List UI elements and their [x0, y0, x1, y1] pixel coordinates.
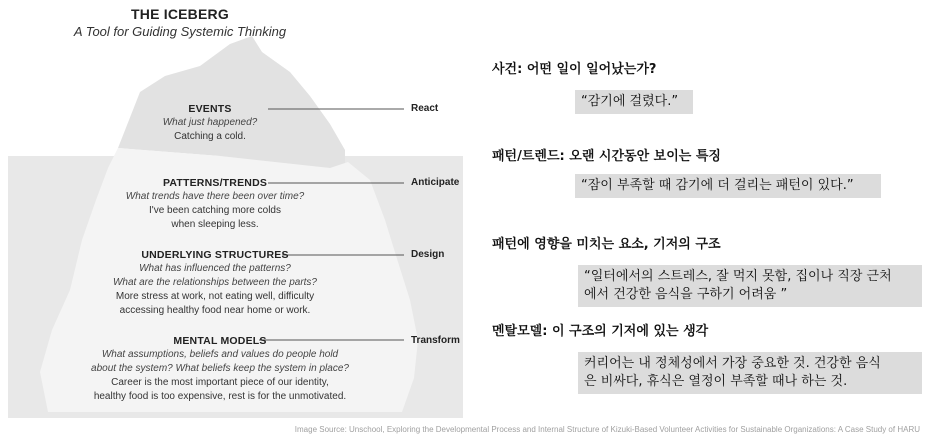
korean-example-structures-2: 에서 건강한 음식을 구하기 어려움 ”	[584, 287, 788, 302]
events-example: Catching a cold.	[174, 131, 246, 142]
verb-react: React	[411, 103, 439, 114]
level-patterns	[100, 176, 330, 232]
korean-heading-events: 사건: 어떤 일이 일어났는가?	[492, 62, 657, 77]
korean-example-patterns: “잠이 부족할 때 감기에 더 걸리는 패턴이 있다.”	[575, 174, 881, 198]
level-structures	[90, 248, 340, 318]
patterns-example-1: I've been catching more colds	[149, 205, 281, 216]
structures-question-2: What are the relationships between the parts?	[112, 277, 317, 288]
image-source-caption: Image Source: Unschool, Exploring the Developmental Process and Internal Structure of Kizuki-Based Volunteer Activities for Sustainable Organizations: A Case Study of HARU	[294, 425, 920, 434]
iceberg-subtitle: A Tool for Guiding Systemic Thinking	[73, 24, 287, 39]
verb-anticipate: Anticipate	[411, 177, 460, 188]
mental-models-heading: MENTAL MODELS	[173, 335, 267, 347]
korean-example-structures	[578, 265, 922, 307]
mental-models-example-1: Career is the most important piece of our identity,	[111, 377, 329, 388]
structures-question-1: What has influenced the patterns?	[139, 263, 291, 274]
mental-models-question-2: about the system? What beliefs keep the system in place?	[91, 363, 349, 374]
korean-example-mental-models	[578, 352, 922, 394]
events-heading: EVENTS	[188, 103, 232, 115]
mental-models-example-2: healthy food is too expensive, rest is for the unmotivated.	[93, 391, 347, 402]
level-events	[110, 102, 310, 144]
structures-example-1: More stress at work, not eating well, difficulty	[115, 291, 315, 302]
korean-example-mental-models-2: 은 비싸다, 휴식은 열정이 부족할 때나 하는 것.	[584, 374, 848, 389]
patterns-question: What trends have there been over time?	[125, 191, 305, 202]
structures-heading: UNDERLYING STRUCTURES	[141, 249, 289, 261]
iceberg-title: THE ICEBERG	[131, 6, 229, 22]
events-question: What just happened?	[162, 117, 258, 128]
korean-example-structures-1: “일터에서의 스트레스, 잘 먹지 못함, 집이나 직장 근처	[584, 269, 892, 284]
patterns-heading: PATTERNS/TRENDS	[162, 177, 268, 189]
level-mental-models	[70, 334, 370, 404]
verb-transform: Transform	[411, 335, 460, 346]
verb-design: Design	[411, 249, 445, 260]
korean-example-events: “감기에 걸렸다.”	[575, 90, 693, 114]
korean-heading-patterns: 패턴/트렌드: 오랜 시간동안 보이는 특징	[492, 149, 721, 164]
structures-example-2: accessing healthy food near home or work.	[119, 305, 311, 316]
patterns-example-2: when sleeping less.	[171, 219, 259, 230]
korean-heading-mental-models: 멘탈모델: 이 구조의 기저에 있는 생각	[492, 324, 709, 339]
korean-example-mental-models-1: 커리어는 내 정체성에서 가장 중요한 것. 건강한 음식	[584, 356, 881, 371]
mental-models-question-1: What assumptions, beliefs and values do people hold	[101, 349, 339, 360]
korean-heading-structures: 패턴에 영향을 미치는 요소, 기저의 구조	[492, 237, 721, 252]
